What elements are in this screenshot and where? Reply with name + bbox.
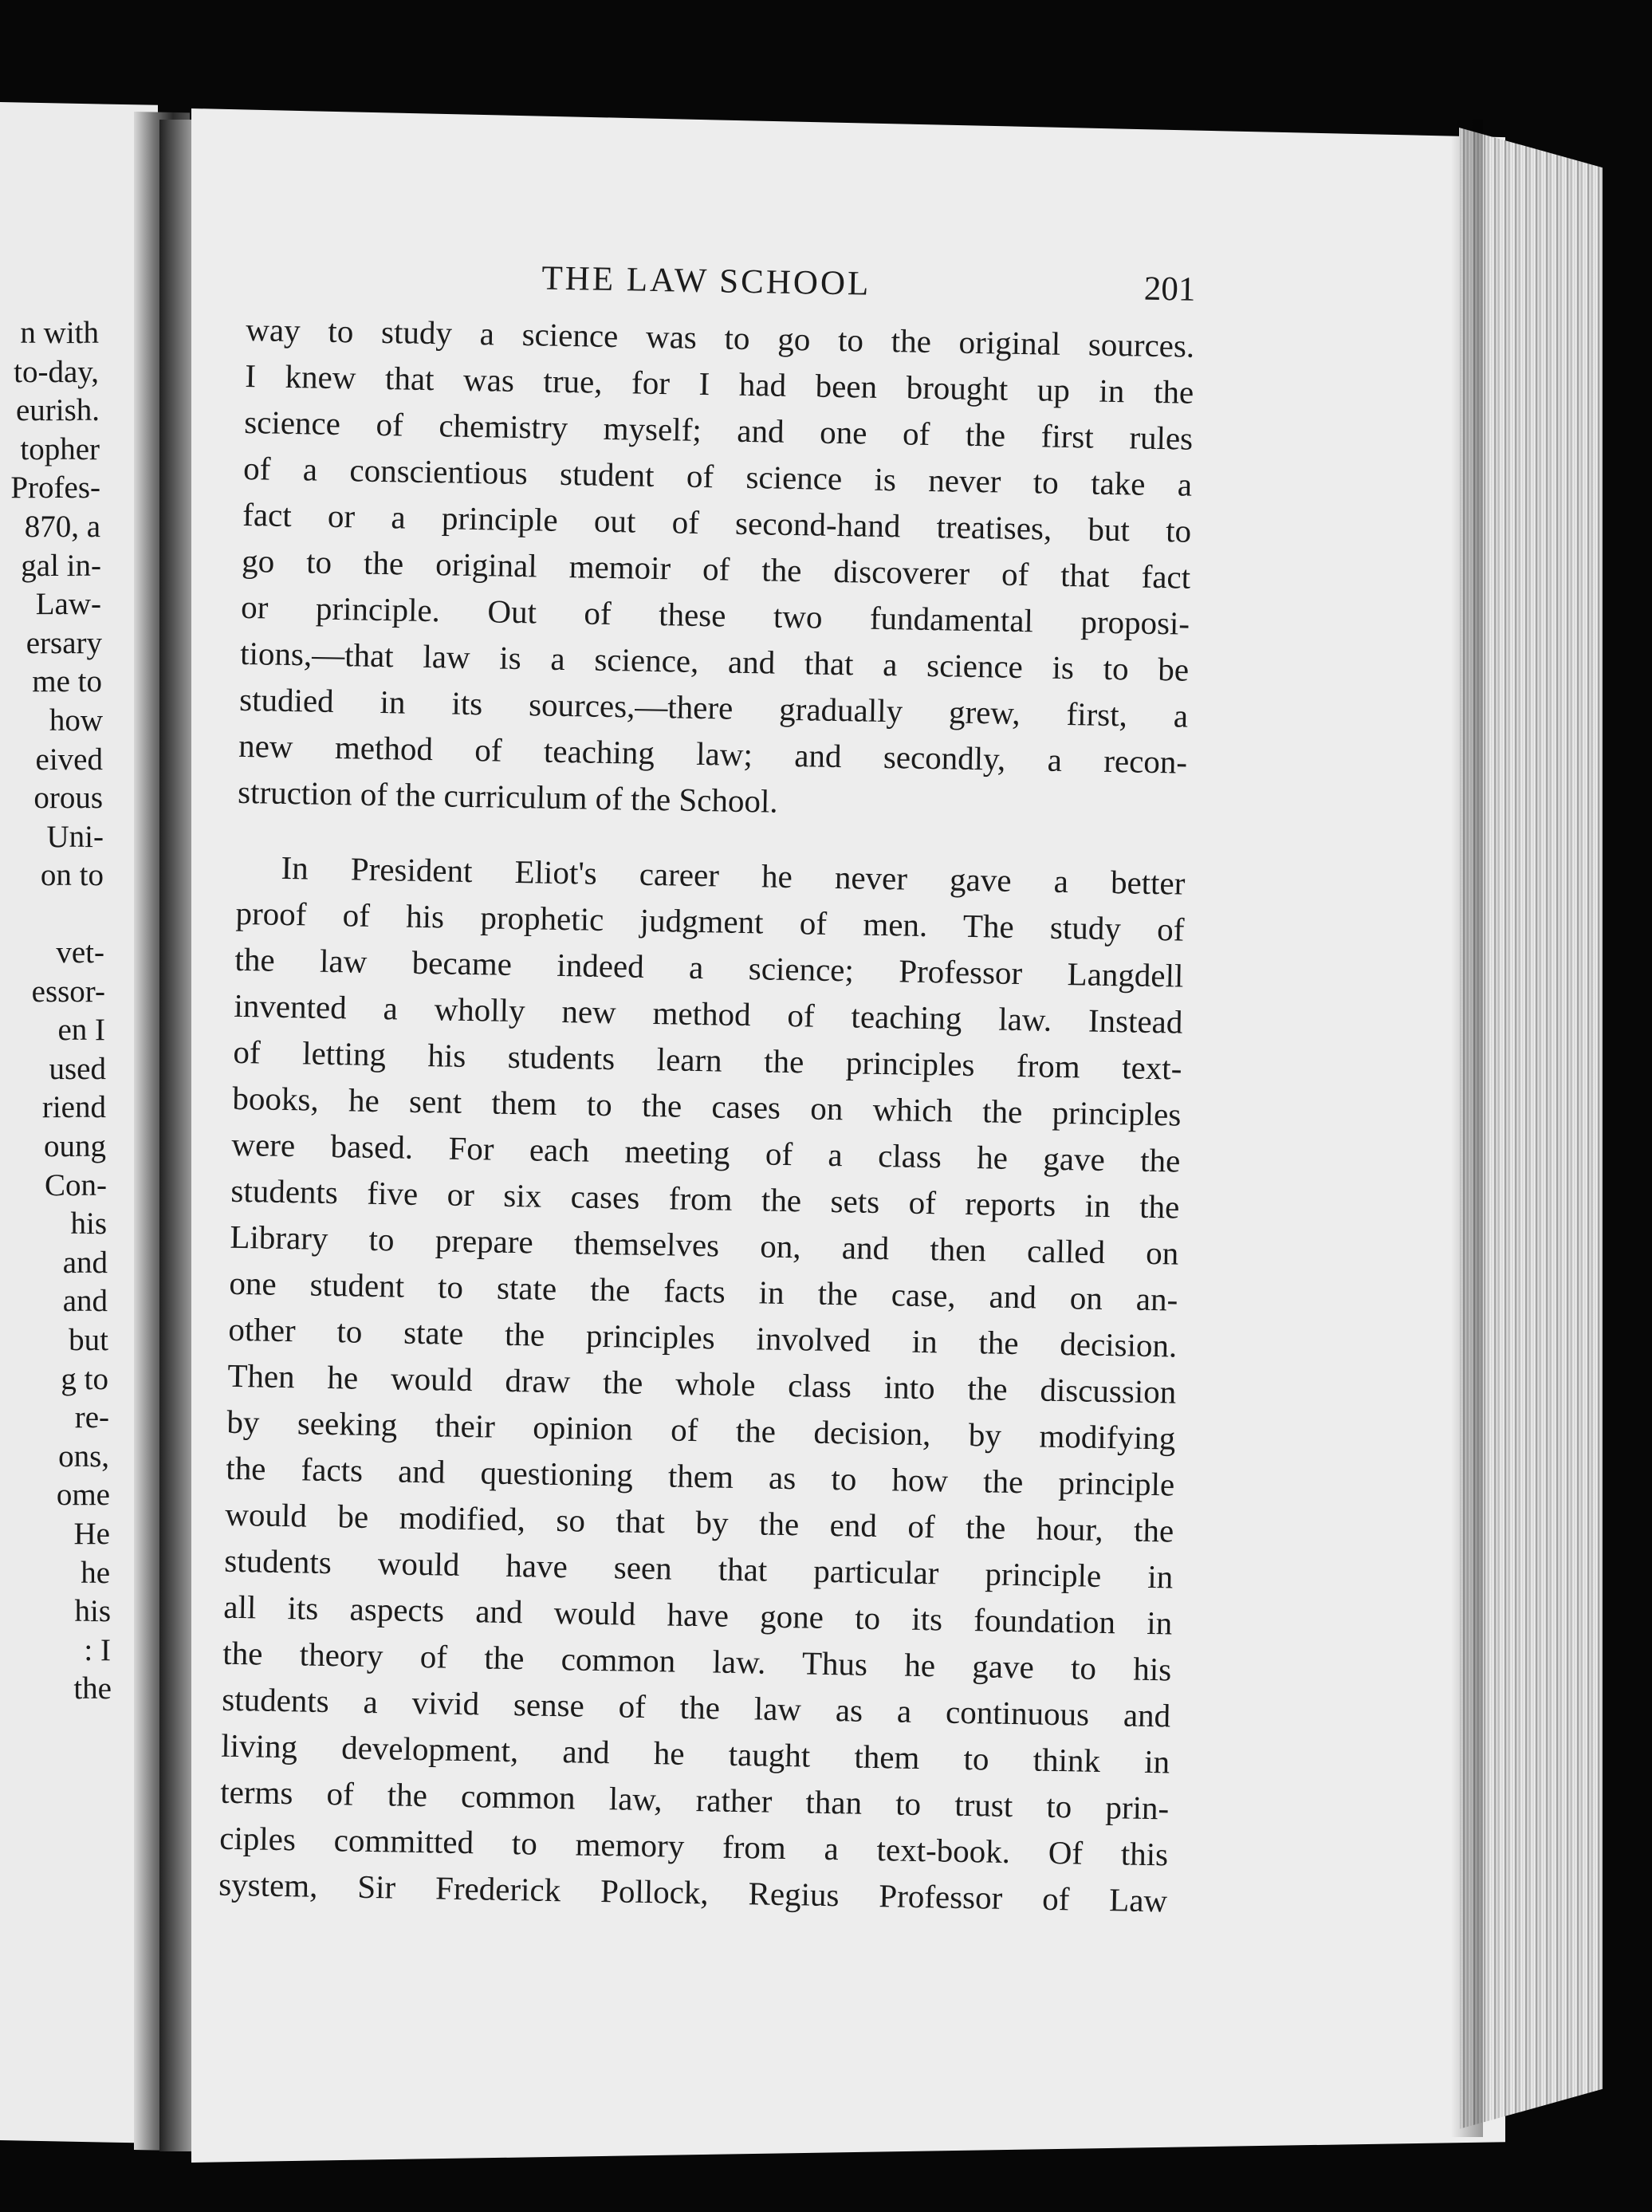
text-line: other to state the principles involved in the decision. <box>228 1310 1178 1364</box>
left-page-fragment: eurish. <box>15 393 100 428</box>
left-page-fragment: : I <box>84 1632 111 1667</box>
text-line: terms of the common law, rather than to trust to prin- <box>219 1773 1170 1827</box>
left-page-fragment: used <box>49 1051 106 1086</box>
text-line: one student to state the facts in the case, and on an- <box>229 1264 1178 1318</box>
text-line: fact or a principle out of second-hand treatises, but to <box>242 495 1192 549</box>
text-line: tions,—that law is a science, and that a science is to be <box>239 634 1190 688</box>
left-page-fragment: Con- <box>45 1167 107 1202</box>
left-page-fragment: He <box>73 1517 110 1551</box>
text-line: the theory of the common law. Thus he gave to his <box>222 1634 1172 1688</box>
text-line: students a vivid sense of the law as a continuous and <box>221 1680 1171 1734</box>
running-head-title: THE LAW SCHOOL <box>541 259 871 303</box>
left-page-fragment: Profes- <box>10 470 100 506</box>
left-page-fragment: ersary <box>26 625 102 660</box>
text-line: by seeking their opinion of the decision, by modifying <box>226 1403 1176 1457</box>
left-page-fragment: n with <box>20 316 99 350</box>
left-page-fragment: riend <box>41 1090 106 1125</box>
text-line: living development, and he taught them to think in <box>220 1726 1170 1781</box>
left-page-fragment: vet- <box>56 935 104 970</box>
text-line: were based. For each meeting of a class he gave the <box>231 1125 1181 1179</box>
text-line: proof of his prophetic judgment of men. The study of <box>235 894 1185 948</box>
text-line: Then he would draw the whole class into the discussion <box>227 1356 1177 1411</box>
text-line: science of chemistry myself; and one of the first rules <box>243 403 1194 457</box>
left-page-fragment: he <box>81 1555 110 1590</box>
text-line: system, Sir Frederick Pollock, Regius Professor of Law <box>218 1865 1168 1919</box>
left-page-fragment: how <box>49 703 103 738</box>
left-page-fragment: topher <box>20 431 100 466</box>
paragraph-2 <box>218 844 1186 1924</box>
text-line: ciples committed to memory from a text-book. Of this <box>218 1819 1169 1873</box>
left-page-fragment: but <box>69 1323 108 1357</box>
left-page-fragment: his <box>70 1206 107 1242</box>
text-line: I knew that was true, for I had been brought up in the <box>244 356 1194 411</box>
text-line: new method of teaching law; and secondly, a recon- <box>238 726 1188 781</box>
text-line: invented a wholly new method of teaching law. Instead <box>234 986 1183 1041</box>
text-line: of a conscientious student of science is never to take a <box>242 449 1193 503</box>
text-line: way to study a science was to go to the original sources. <box>245 310 1195 364</box>
text-line: of letting his students learn the principles from text- <box>233 1033 1182 1087</box>
left-page-fragment: ome <box>56 1478 110 1513</box>
left-page-fragment: his <box>74 1594 111 1629</box>
page-number: 201 <box>1143 270 1196 309</box>
text-line: students would have seen that particular principle in <box>223 1541 1174 1596</box>
text-line: books, he sent them to the cases on which the principles <box>232 1079 1182 1133</box>
text-line: students five or six cases from the sets of reports in the <box>230 1171 1180 1226</box>
left-page-fragment: ons, <box>58 1439 109 1474</box>
left-page-fragment: me to <box>32 664 102 699</box>
page-edge-shadow <box>1451 120 1483 2137</box>
left-page-fragment: and <box>62 1284 108 1319</box>
text-line: Library to prepare themselves on, and then called on <box>230 1218 1179 1272</box>
left-page-fragment: essor- <box>31 974 105 1009</box>
left-page-fragment: 870, a <box>24 510 100 544</box>
left-page-fragment: orous <box>33 781 103 816</box>
left-page-fragment: and <box>62 1245 108 1280</box>
left-page-fragment: Law- <box>35 587 101 622</box>
left-page-fragment: eived <box>35 742 103 777</box>
left-page-fragment: g to <box>61 1361 108 1396</box>
page-text <box>218 254 1196 1923</box>
left-page-fragment: oung <box>44 1129 106 1163</box>
text-line: In President Eliot's career he never gave a better <box>281 848 1186 902</box>
text-line: the facts and questioning them as to how the principle <box>226 1449 1175 1503</box>
left-page-fragment: to-day, <box>14 354 99 389</box>
text-line: go to the original memoir of the discoverer of that fact <box>241 541 1191 596</box>
text-line: would be modified, so that by the end of the hour, the <box>225 1495 1174 1549</box>
text-line: studied in its sources,—there gradually grew, first, a <box>238 680 1189 734</box>
left-page-fragment: on to <box>40 858 104 893</box>
left-page-fragment: the <box>73 1671 112 1706</box>
left-page-fragment: gal in- <box>21 548 101 583</box>
paragraph-1 <box>238 306 1195 832</box>
text-line: all its aspects and would have gone to its foundation in <box>222 1588 1173 1642</box>
text-line: or principle. Out of these two fundamental proposi- <box>240 588 1190 642</box>
text-line: the law became indeed a science; Professor Langdell <box>234 940 1184 994</box>
left-page-fragment: re- <box>74 1400 109 1435</box>
left-page-fragment: Uni- <box>46 819 104 854</box>
left-page-fragment: en I <box>57 1013 105 1048</box>
text-line: struction of the curriculum of the School. <box>237 773 779 820</box>
